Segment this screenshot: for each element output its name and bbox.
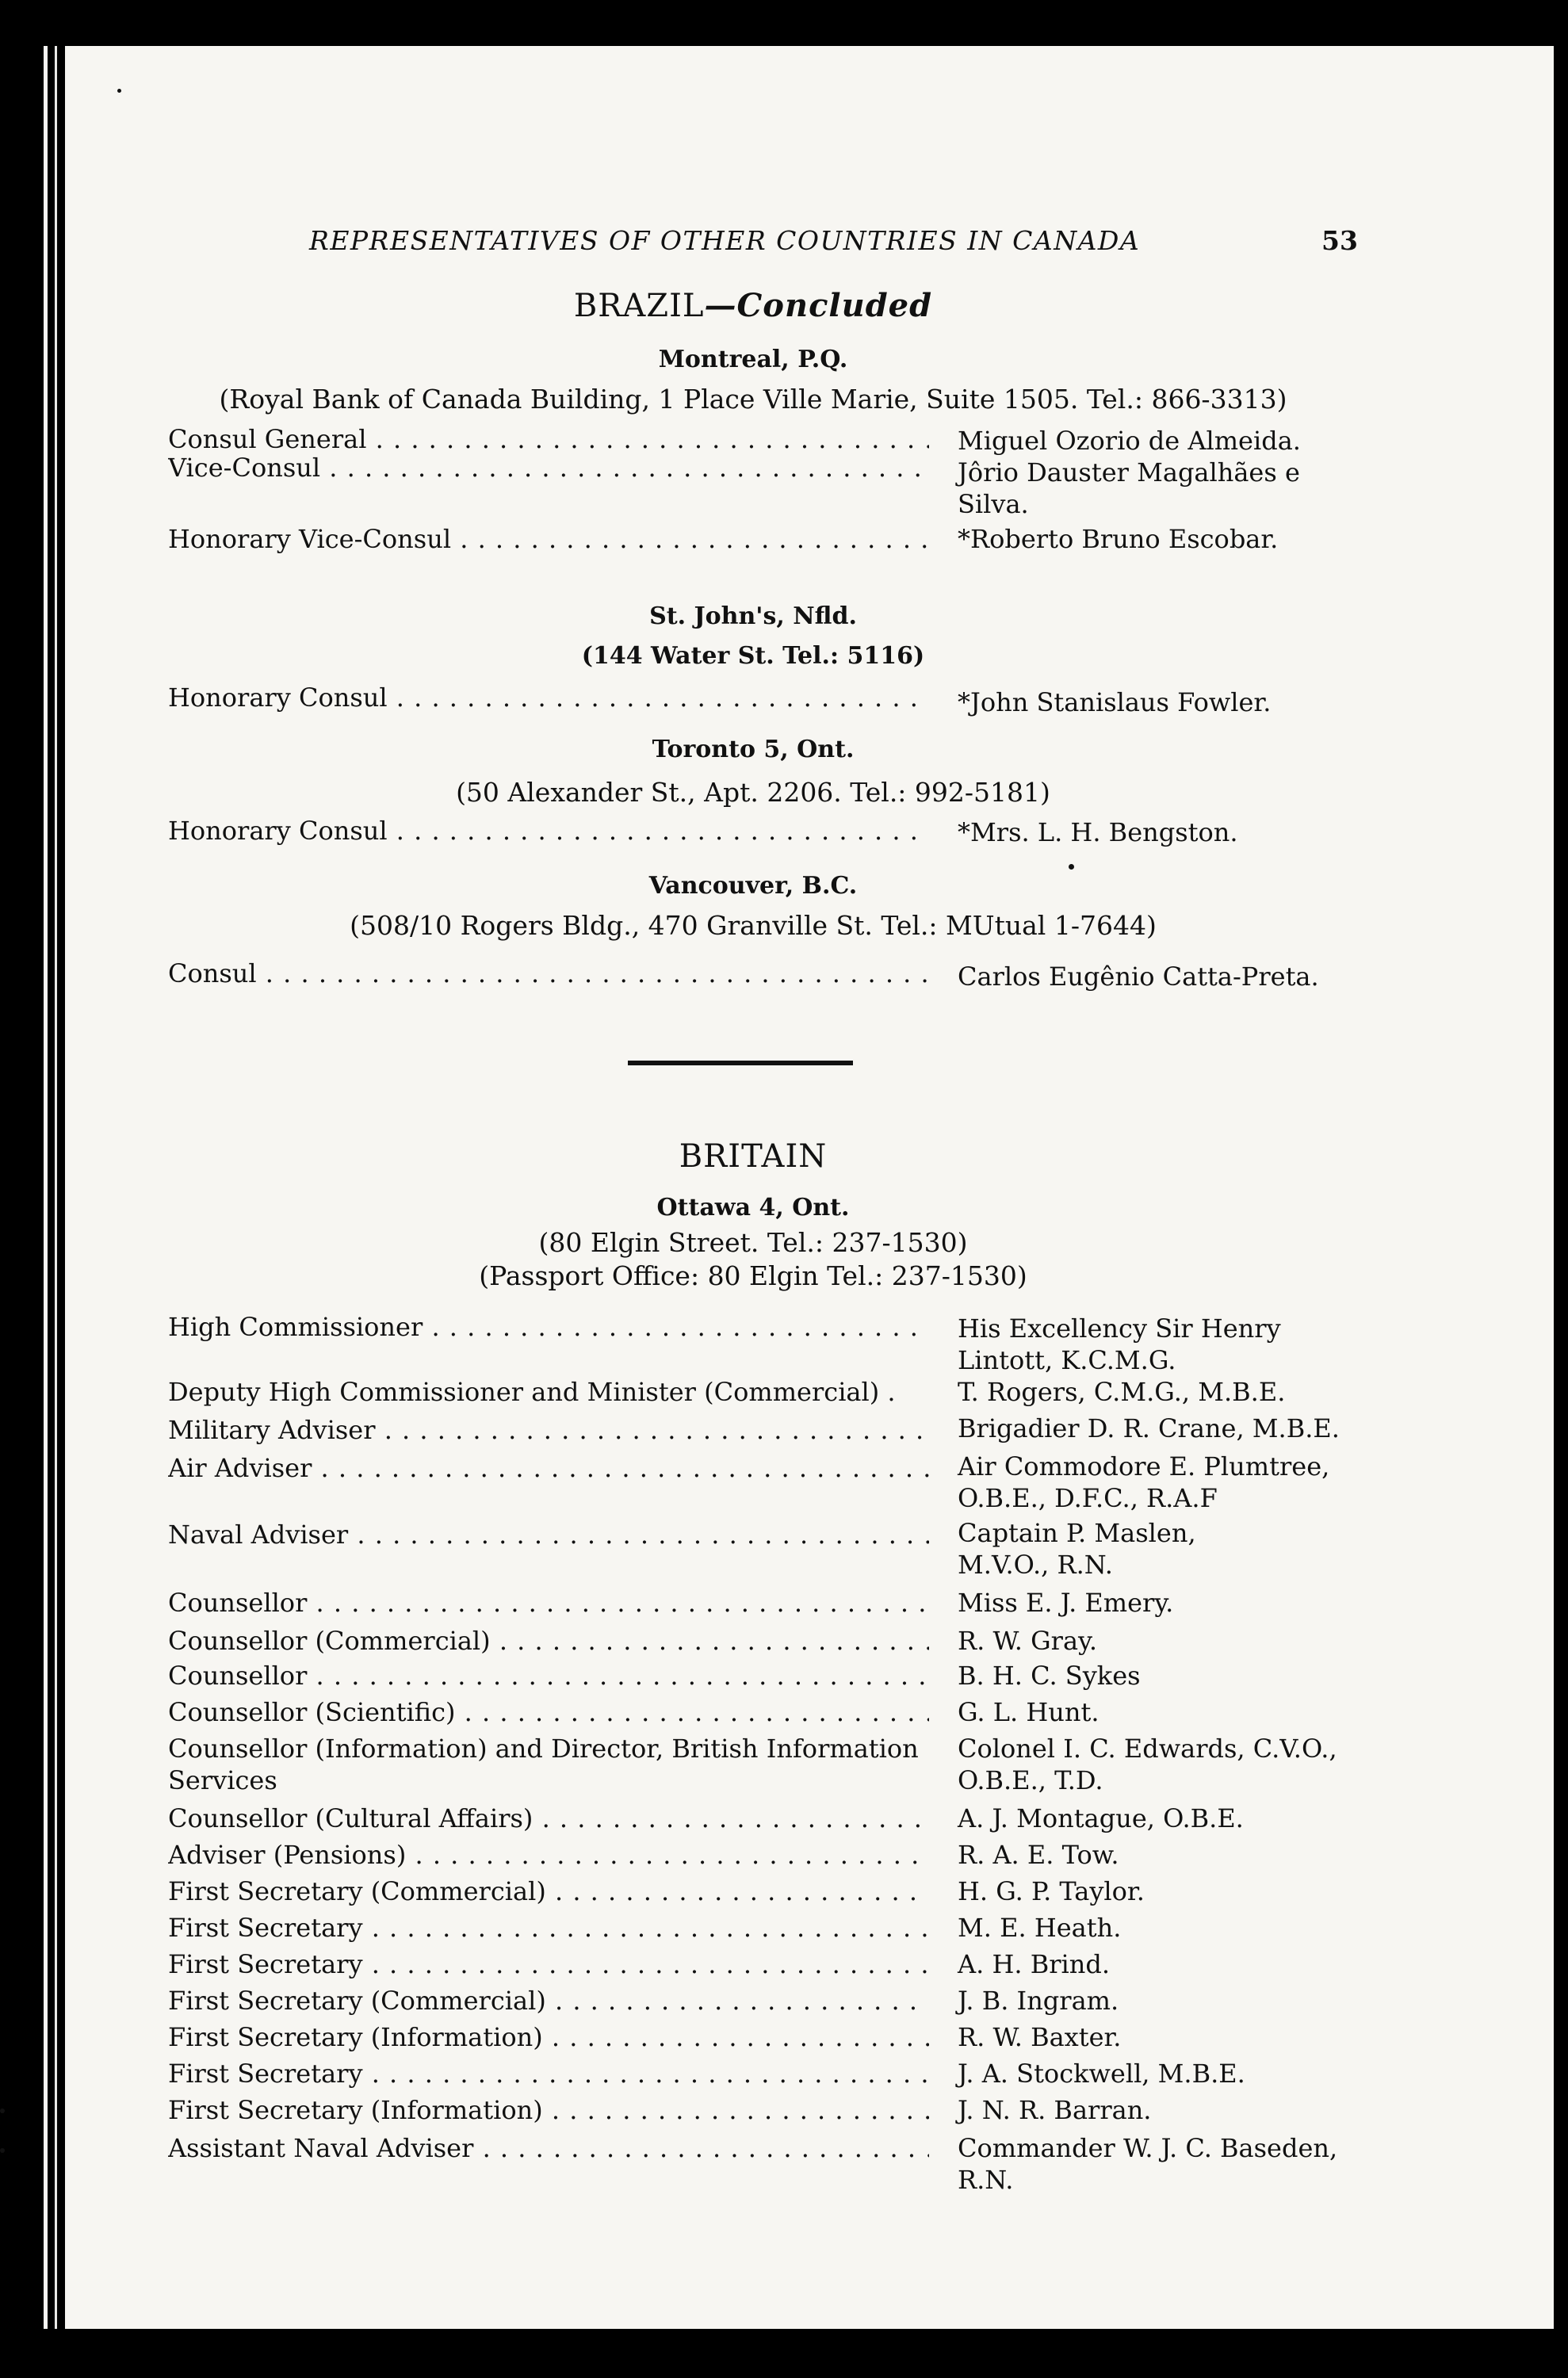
position-label: First Secretary (Information) . . .: [168, 2091, 929, 2129]
position-label: Adviser (Pensions) . . .: [168, 1836, 929, 1874]
position-label: Counsellor . . .: [168, 1657, 929, 1695]
holder-name: *Roberto Bruno Escobar.: [958, 524, 1279, 554]
position-label: Consul . . .: [168, 954, 929, 992]
holder-name: J. B. Ingram.: [958, 1986, 1119, 2016]
holder-name: A. J. Montague, O.B.E.: [958, 1803, 1244, 1833]
holder-name: T. Rogers, C.M.G., M.B.E.: [958, 1377, 1286, 1407]
position-label: Counsellor (Information) and Director, British Information Services: [168, 1734, 919, 1795]
position-label: Consul General . . .: [168, 420, 929, 458]
position-label: Assistant Naval Adviser . . .: [168, 2129, 929, 2167]
section-divider: [628, 1061, 853, 1065]
holder-name: J. A. Stockwell, M.B.E.: [958, 2059, 1245, 2089]
address-passport-office: (Passport Office: 80 Elgin Tel.: 237-1530): [479, 1260, 1027, 1291]
holder-name: Miss E. J. Emery.: [958, 1588, 1174, 1618]
scan-speck: [117, 89, 121, 93]
section-title-brazil: [159, 287, 1348, 324]
holder-name: J. N. R. Barran.: [958, 2095, 1152, 2125]
holder-name: G. L. Hunt.: [958, 1697, 1100, 1727]
holder-name: R. W. Baxter.: [958, 2022, 1122, 2052]
page-number: 53: [1321, 225, 1358, 256]
scan-speck: [0, 2108, 5, 2113]
position-label: First Secretary (Commercial) . . .: [168, 1872, 929, 1910]
city-heading-montreal: Montreal, P.Q.: [658, 346, 848, 373]
position-label: First Secretary . . .: [168, 1945, 929, 1983]
address-ottawa: (80 Elgin Street. Tel.: 237-1530): [538, 1227, 968, 1258]
position-label: First Secretary (Commercial) . . .: [168, 1982, 929, 2020]
holder-name: *John Stanislaus Fowler.: [958, 687, 1272, 717]
holder-name: Colonel I. C. Edwards, C.V.O., O.B.E., T.D.: [958, 1734, 1337, 1795]
position-label: Air Adviser . . .: [168, 1449, 929, 1487]
holder-name: R. W. Gray.: [958, 1626, 1098, 1656]
holder-name: A. H. Brind.: [958, 1949, 1111, 1979]
position-label: Counsellor (Commercial) . . .: [168, 1622, 929, 1660]
holder-name: H. G. P. Taylor.: [958, 1876, 1145, 1906]
city-heading-st-johns: St. John's, Nfld.: [649, 602, 857, 630]
position-label: Counsellor . . .: [168, 1584, 929, 1622]
city-heading-toronto: Toronto 5, Ont.: [652, 736, 855, 763]
position-label: First Secretary . . .: [168, 1909, 929, 1947]
address-montreal: (Royal Bank of Canada Building, 1 Place Ville Marie, Suite 1505. Tel.: 866-3313): [219, 384, 1287, 415]
holder-name: *Mrs. L. H. Bengston.: [958, 817, 1238, 847]
position-label: Counsellor (Scientific) . . .: [168, 1693, 929, 1731]
position-label: Honorary Consul . . .: [168, 812, 929, 850]
section-title-text: BRAZIL: [573, 288, 705, 324]
holder-name: Carlos Eugênio Catta-Preta.: [958, 962, 1319, 992]
position-label: Naval Adviser . . .: [168, 1516, 929, 1554]
position-label: First Secretary . . .: [168, 2055, 929, 2093]
section-title-britain: BRITAIN: [679, 1138, 828, 1175]
position-label: Honorary Vice-Consul . . .: [168, 520, 929, 558]
address-st-johns: (144 Water St. Tel.: 5116): [581, 642, 925, 670]
holder-name: Jôrio Dauster Magalhães e Silva.: [958, 457, 1300, 519]
holder-name: Captain P. Maslen, M.V.O., R.N.: [958, 1518, 1196, 1580]
city-heading-vancouver: Vancouver, B.C.: [648, 872, 858, 900]
position-label: Vice-Consul . . .: [168, 449, 929, 487]
position-label: First Secretary (Information) . . .: [168, 2018, 929, 2056]
address-toronto: (50 Alexander St., Apt. 2206. Tel.: 992-5181): [456, 777, 1050, 808]
city-heading-ottawa: Ottawa 4, Ont.: [656, 1194, 850, 1221]
scan-speck: [0, 2148, 5, 2153]
holder-name: M. E. Heath.: [958, 1913, 1122, 1943]
holder-name: R. A. E. Tow.: [958, 1840, 1119, 1870]
scan-speck: [1069, 864, 1074, 870]
holder-name: B. H. C. Sykes: [958, 1661, 1141, 1691]
running-title: REPRESENTATIVES OF OTHER COUNTRIES IN CANADA: [309, 225, 1141, 256]
holder-name: Miguel Ozorio de Almeida.: [958, 426, 1301, 456]
holder-name: Air Commodore E. Plumtree, O.B.E., D.F.C., R.A.F: [958, 1451, 1330, 1513]
position-label: Military Adviser . . .: [168, 1411, 929, 1449]
section-title-suffix: —Concluded: [704, 287, 933, 324]
holder-name: Commander W. J. C. Baseden, R.N.: [958, 2133, 1338, 2195]
page-binding-edge: [48, 46, 65, 2329]
address-vancouver: (508/10 Rogers Bldg., 470 Granville St. Tel.: MUtual 1-7644): [350, 910, 1157, 941]
holder-name: Brigadier D. R. Crane, M.B.E.: [958, 1413, 1340, 1443]
position-label: Counsellor (Cultural Affairs) . . .: [168, 1799, 929, 1837]
position-label: Honorary Consul . . .: [168, 679, 929, 717]
position-label: High Commissioner . . .: [168, 1308, 929, 1346]
holder-name: His Excellency Sir Henry Lintott, K.C.M.G.: [958, 1313, 1281, 1375]
position-label: Deputy High Commissioner and Minister (Commercial) .: [168, 1377, 896, 1407]
